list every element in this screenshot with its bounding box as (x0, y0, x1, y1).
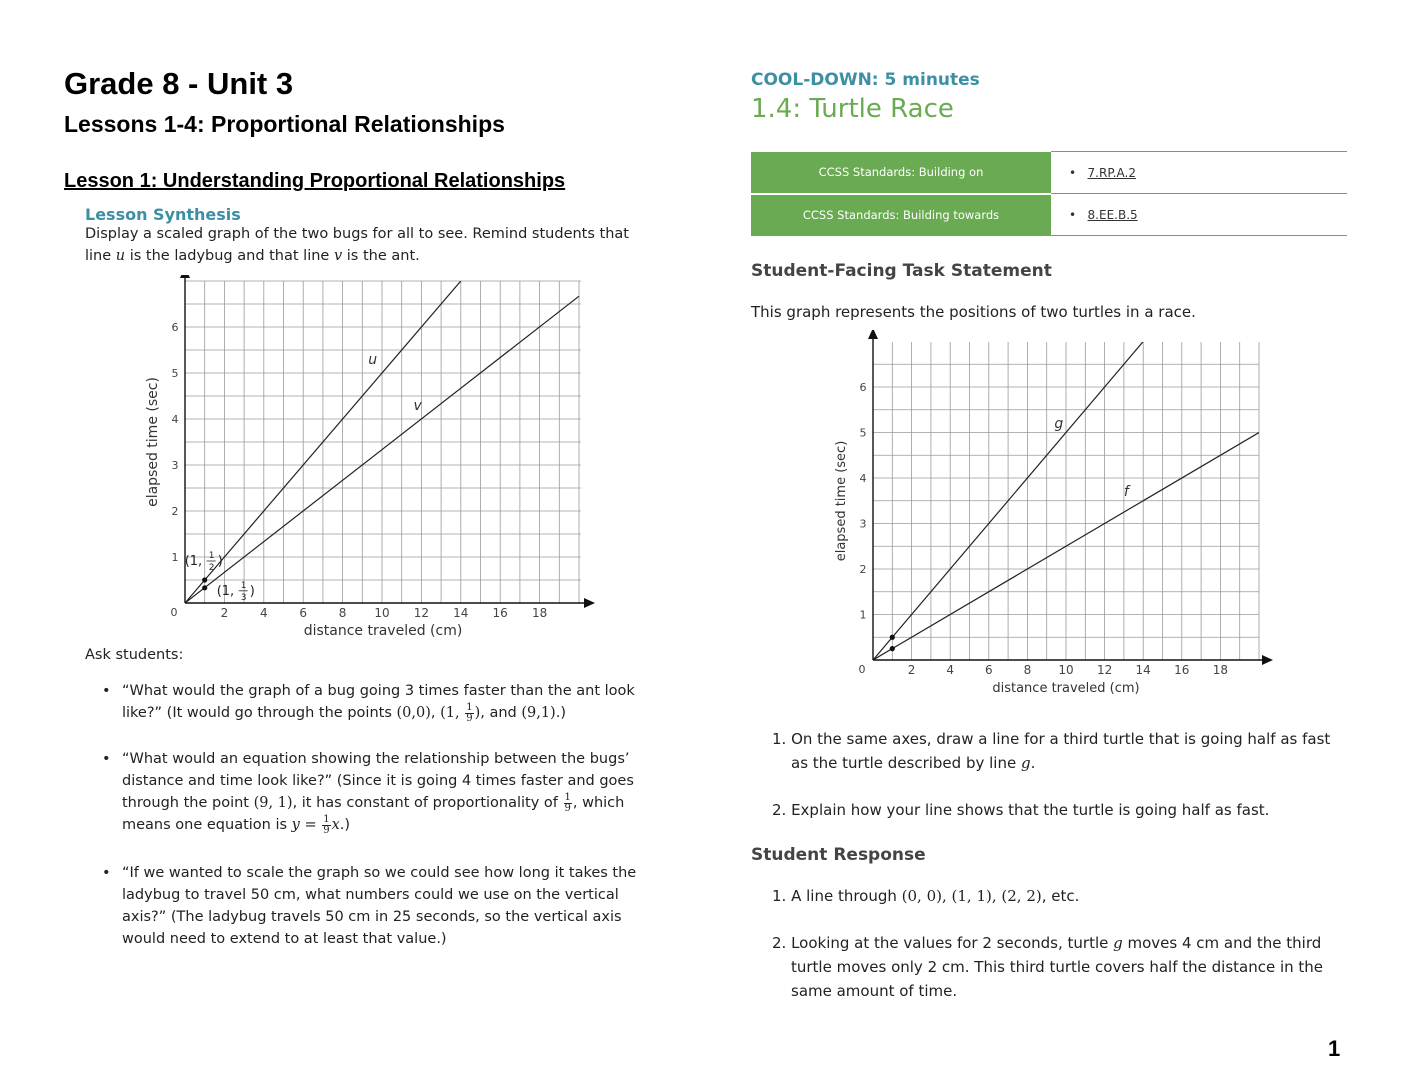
y-tick-label: 5 (171, 367, 179, 380)
standards-table (751, 151, 1347, 236)
y-tick-label: 4 (171, 413, 179, 426)
page-number: 1 (1328, 1036, 1341, 1061)
y-axis-arrow (180, 275, 190, 278)
x-axis-arrow (584, 598, 595, 608)
series-label-v: v (413, 397, 422, 414)
x-axis-label: distance traveled (cm) (303, 623, 463, 639)
data-point (890, 646, 895, 651)
svg-text:1: 1 (208, 551, 215, 561)
student-response-heading: Student Response (751, 845, 926, 865)
x-tick-label: 14 (1135, 663, 1151, 677)
response-1: 1. A line through (0, 0), (1, 1), (2, 2), etc. (772, 887, 1080, 905)
data-point (202, 577, 207, 582)
y-tick-label: 6 (859, 381, 867, 394)
x-tick-label: 8 (1023, 663, 1032, 677)
series-label-u: u (368, 351, 378, 368)
series-label-f: f (1123, 484, 1129, 501)
y-axis-arrow (868, 330, 878, 339)
x-tick-label: 14 (453, 606, 469, 620)
x-tick-label: 2 (907, 663, 916, 677)
x-tick-label: 2 (220, 606, 229, 620)
svg-text:(1,: (1, (184, 554, 203, 569)
y-tick-label: 1 (171, 551, 179, 564)
point-label (217, 581, 255, 603)
task-heading: Student-Facing Task Statement (751, 261, 1052, 281)
y-tick-label: 2 (859, 563, 867, 576)
y-tick-label: 6 (171, 321, 179, 334)
y-tick-label: 1 (859, 608, 867, 622)
x-tick-label: 16 (1174, 663, 1190, 677)
standards-label-1: CCSS Standards: Building on (751, 152, 1051, 194)
svg-text:): ) (217, 554, 223, 569)
y-tick-label: 2 (171, 505, 179, 518)
y-tick-label: 3 (859, 517, 867, 531)
lesson-synthesis-heading: Lesson Synthesis (85, 205, 241, 224)
x-tick-label: 6 (984, 663, 993, 677)
origin-label: 0 (858, 663, 866, 676)
bug-graph (140, 275, 600, 645)
series-label-g: g (1054, 415, 1064, 432)
ask-students: Ask students: (85, 647, 184, 663)
y-axis-label: elapsed time (sec) (834, 440, 849, 562)
turtle-graph (830, 330, 1280, 700)
x-tick-label: 8 (338, 606, 347, 620)
turtle-race-title: 1.4: Turtle Race (751, 94, 954, 124)
standards-value-2: • 8.EE.B.5 (1051, 194, 1347, 236)
svg-text:1: 1 (240, 580, 247, 591)
x-tick-label: 18 (531, 606, 548, 620)
response-2: 2. Looking at the values for 2 seconds, turtle g moves 4 cm and the third turtle moves only 2 cm. This third turtle covers half the distance in the same amount of time. (772, 934, 1324, 1000)
bullet-3: • “If we wanted to scale the graph so we could see how long it takes the ladybug to travel 50 cm, what numbers could we use on the vertical axis?” (The ladybug travels 50 cm in 25 seconds, so the vertical axis would need to extend to at least that value.) (102, 865, 637, 947)
bullet-2: • “What would an equation showing the relationship between the bugs’ distance and time look like?” (Since it is going 4 times faster and goes through the point (9, 1), it has constant of proportionality of $\frac{1}{9}$ , which means one equation is y = $\frac{1}{9}$ x.) (102, 751, 634, 836)
standards-label-2: CCSS Standards: Building towards (751, 194, 1051, 236)
standards-value-1: • 7.RP.A.2 (1051, 152, 1347, 194)
x-tick-label: 12 (413, 606, 430, 620)
page-title: Grade 8 - Unit 3 (64, 66, 294, 101)
y-axis-label: elapsed time (sec) (145, 377, 161, 507)
origin-label: 0 (170, 606, 178, 619)
x-axis-label: distance traveled (cm) (992, 681, 1140, 696)
page-subtitle: Lessons 1-4: Proportional Relationships (64, 111, 505, 137)
x-tick-label: 4 (259, 606, 268, 620)
x-tick-label: 10 (1058, 663, 1074, 677)
synthesis-text: Display a scaled graph of the two bugs for all to see. Remind students that line u is the ladybug and that line v is the ant. (85, 226, 629, 264)
x-tick-label: 12 (1096, 663, 1113, 677)
x-tick-label: 18 (1212, 663, 1229, 677)
x-tick-label: 10 (374, 606, 390, 620)
y-tick-label: 4 (859, 472, 867, 485)
question-2: 2. Explain how your line shows that the turtle is going half as fast. (772, 801, 1270, 819)
data-point (890, 635, 895, 640)
x-tick-label: 4 (946, 663, 955, 677)
x-axis-arrow (1262, 655, 1273, 665)
data-point (202, 585, 207, 590)
point-label (185, 551, 223, 573)
cool-down-heading: COOL-DOWN: 5 minutes (751, 70, 980, 90)
bullet-1: • “What would the graph of a bug going 3 times faster than the ant look like?” (It would go through the points (0,0), (1, $\frac{1}{9}$ ), and (9,1).) (102, 683, 635, 724)
y-tick-label: 5 (859, 426, 867, 440)
lesson-title: Lesson 1: Understanding Proportional Relationships (64, 170, 566, 192)
task-text: This graph represents the positions of two turtles in a race. (751, 303, 1196, 321)
y-tick-label: 3 (171, 459, 179, 472)
x-tick-label: 16 (492, 606, 508, 620)
svg-text:): ) (249, 583, 255, 599)
svg-text:2: 2 (208, 563, 215, 573)
question-1: 1. On the same axes, draw a line for a third turtle that is going half as fast as the turtle described by line g. (772, 730, 1331, 772)
x-tick-label: 6 (299, 606, 308, 620)
svg-text:3: 3 (240, 592, 247, 603)
svg-text:(1,: (1, (216, 583, 235, 599)
